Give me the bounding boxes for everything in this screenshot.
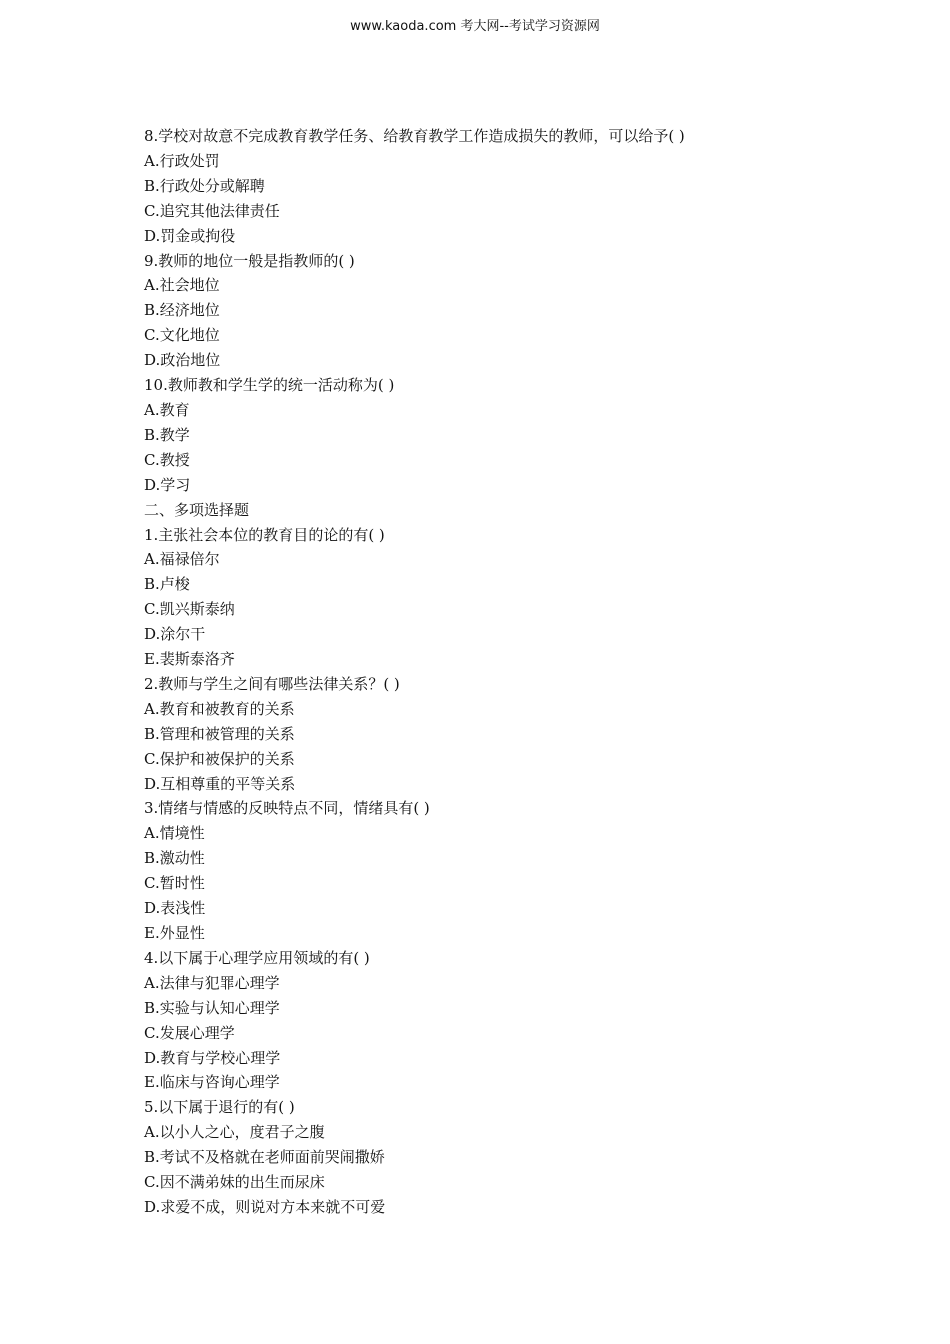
mc2-option-c: C.保护和被保护的关系 bbox=[144, 749, 295, 768]
mc1-option-e: E.裴斯泰洛齐 bbox=[144, 650, 235, 669]
mc3-option-c: C.暂时性 bbox=[144, 874, 205, 893]
mc2-option-d: D.互相尊重的平等关系 bbox=[144, 774, 296, 793]
question-8: 8.学校对故意不完成教育教学任务、给教育教学工作造成损失的教师，可以给予( ) bbox=[144, 127, 685, 145]
mc4-option-c: C.发展心理学 bbox=[144, 1023, 235, 1042]
mc3-option-e: E.外显性 bbox=[144, 924, 205, 942]
q10-option-a: A.教育 bbox=[144, 400, 190, 419]
mc-question-1: 1.主张社会本位的教育目的论的有( ) bbox=[144, 525, 385, 544]
mc3-option-a: A.情境性 bbox=[144, 824, 205, 843]
mc5-option-c: C.因不满弟妹的出生而尿床 bbox=[144, 1173, 325, 1192]
mc2-option-a: A.教育和被教育的关系 bbox=[144, 699, 295, 718]
mc1-option-a: A.福禄倍尔 bbox=[144, 550, 220, 569]
mc3-option-b: B.激动性 bbox=[144, 849, 205, 868]
mc4-option-e: E.临床与咨询心理学 bbox=[144, 1073, 280, 1092]
q9-option-a: A.社会地位 bbox=[144, 276, 220, 295]
q10-option-d: D.学习 bbox=[144, 475, 191, 494]
page-header: www.kaoda.com 考大网--考试学习资源网 bbox=[350, 19, 600, 34]
q9-option-c: C.文化地位 bbox=[144, 326, 220, 345]
mc1-option-c: C.凯兴斯泰纳 bbox=[144, 600, 235, 619]
mc4-option-d: D.教育与学校心理学 bbox=[144, 1048, 281, 1067]
question-9: 9.教师的地位一般是指教师的( ) bbox=[144, 251, 355, 270]
q10-option-c: C.教授 bbox=[144, 450, 190, 469]
mc1-option-d: D.涂尔干 bbox=[144, 625, 206, 644]
mc-question-3: 3.情绪与情感的反映特点不同，情绪具有( ) bbox=[144, 799, 430, 818]
q9-option-b: B.经济地位 bbox=[144, 301, 220, 320]
mc2-option-b: B.管理和被管理的关系 bbox=[144, 724, 295, 743]
q8-option-a: A.行政处罚 bbox=[144, 151, 220, 170]
q8-option-b: B.行政处分或解聘 bbox=[144, 176, 265, 195]
mc4-option-a: A.法律与犯罪心理学 bbox=[144, 973, 280, 992]
mc5-option-d: D.求爱不成，则说对方本来就不可爱 bbox=[144, 1197, 386, 1216]
q8-option-d: D.罚金或拘役 bbox=[144, 226, 236, 245]
mc3-option-d: D.表浅性 bbox=[144, 899, 206, 918]
question-10: 10.教师教和学生学的统一活动称为( ) bbox=[144, 376, 395, 395]
mc5-option-b: B.考试不及格就在老师面前哭闹撒娇 bbox=[144, 1148, 385, 1167]
mc-question-4: 4.以下属于心理学应用领域的有( ) bbox=[144, 948, 370, 967]
document-body bbox=[144, 124, 844, 1220]
section-heading-multiple-choice: 二、多项选择题 bbox=[144, 500, 250, 519]
q10-option-b: B.教学 bbox=[144, 425, 190, 444]
mc5-option-a: A.以小人之心，度君子之腹 bbox=[144, 1123, 325, 1142]
mc-question-2: 2.教师与学生之间有哪些法律关系？( ) bbox=[144, 674, 400, 693]
mc1-option-b: B.卢梭 bbox=[144, 575, 190, 594]
q8-option-c: C.追究其他法律责任 bbox=[144, 201, 280, 220]
q9-option-d: D.政治地位 bbox=[144, 351, 221, 370]
mc4-option-b: B.实验与认知心理学 bbox=[144, 998, 280, 1017]
mc-question-5: 5.以下属于退行的有( ) bbox=[144, 1098, 295, 1117]
